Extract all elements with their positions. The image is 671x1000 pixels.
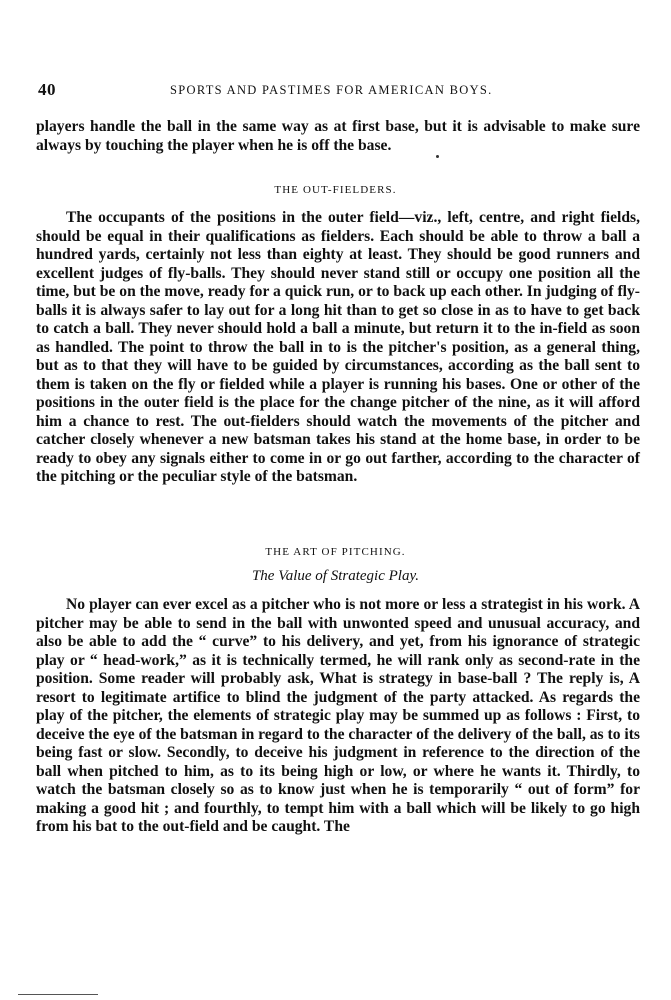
section-heading-art-of-pitching: THE ART OF PITCHING. bbox=[265, 546, 406, 558]
section-heading-out-fielders: THE OUT-FIELDERS. bbox=[274, 184, 397, 196]
footer-rule bbox=[18, 994, 98, 995]
section-subheading-strategic-play: The Value of Strategic Play. bbox=[251, 568, 420, 584]
out-fielders-paragraph: The occupants of the positions in the outer field—viz., left, centre, and right fields, should be equal in their qualifications as fielders. Each should be able to throw a ball a hundred yards, certainly not less than eighty at least. They should be good runners and excellent judges of fly-balls. They should never stand still or occupy one position all the time, but be on the move, ready for a quick run, or to back up each other. In judging of fly-balls it is always safer to lay out for a long hit than to get so close in as to have to get back to catch a ball. They never should hold a ball a minute, but return it to the in-field as soon as handled. The point to throw the ball in to is the pitcher's position, as a general thing, but as to that they will have to be guided by circumstances, according as the ball sent to them is taken on the fly or fielded while a player is running his bases. One or other of the positions in the outer field is the place for the change pitcher of the nine, as it will afford him a chance to rest. The out-fielders should watch the movements of the pitcher and catcher closely whenever a new batsman takes his stand at the home base, in order to be ready to obey any signals either to come in or go out farther, according to the character of the pitching or the peculiar style of the batsman. bbox=[36, 209, 640, 485]
continued-paragraph: players handle the ball in the same way as at first base, but it is advisable to make sure always by touching the player when he is off the base. bbox=[36, 118, 640, 154]
running-head bbox=[38, 80, 638, 102]
running-title: SPORTS AND PASTIMES FOR AMERICAN BOYS. bbox=[170, 83, 493, 97]
stray-mark bbox=[436, 155, 439, 158]
page-number: 40 bbox=[38, 80, 56, 99]
pitching-paragraph: No player can ever excel as a pitcher who is not more or less a strategist in his work. A pitcher may be able to send in the ball with unwonted speed and unusual accuracy, and also be able to add the “ curve” to his delivery, and yet, from his ignorance of strategic play or “ head-work,” as it is technically termed, he will rank only as second-rate in the position. Some reader will probably ask, What is strategy in base-ball ? The reply is, A resort to legitimate artifice to blind the judgment of the party attacked. As regards the play of the pitcher, the elements of strategic play may be summed up as follows : First, to deceive the eye of the batsman in regard to the character of the delivery of the ball, as to its being fast or slow. Secondly, to deceive his judgment in reference to the direction of the ball when pitched to him, as to its being high or low, or where he wants it. Thirdly, to watch the batsman closely so as to know just when he is temporarily “ out of form” for making a good hit ; and fourthly, to tempt him with a ball which will be likely to go high from his bat to the out-field and be caught. The bbox=[36, 596, 640, 835]
